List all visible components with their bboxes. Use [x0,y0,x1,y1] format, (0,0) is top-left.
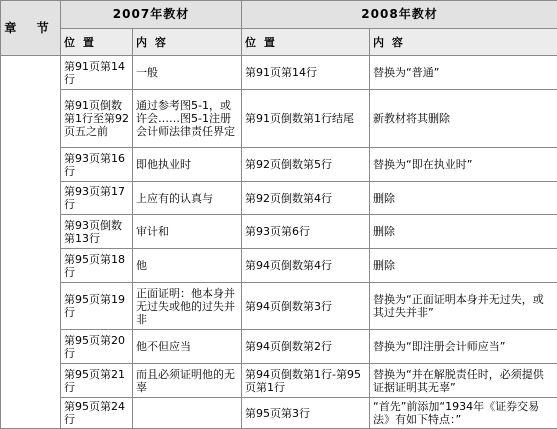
table-row [1,283,557,330]
table-row [1,215,557,249]
content-2008-cell: 替换为“即注册会计师应当” [370,330,557,364]
position-2007-cell: 第95页第19行 [61,283,133,330]
content-2007-cell: 他 [133,249,242,283]
position-2007-cell: 第95页第24行 [61,398,133,429]
position-2008-cell: 第92页倒数第4行 [242,182,370,215]
table-row [1,330,557,364]
content-2007-cell: 他不但应当 [133,330,242,364]
position-2008-cell: 第93页第6行 [242,215,370,249]
position-2007-cell: 第93页第17行 [61,182,133,215]
content-2008-cell: 替换为“并在解脱责任时，必须提供证据证明其无辜” [370,364,557,398]
position-2008-cell: 第95页第3行 [242,398,370,429]
position-2008-cell: 第92页倒数第5行 [242,148,370,182]
position-2007-cell: 第95页第18行 [61,249,133,283]
table-row [1,90,557,148]
position-2007-cell: 第93页倒数第13行 [61,215,133,249]
chapter-cell [1,56,61,429]
content-2008-cell: 替换为“普通” [370,56,557,90]
position-2007-header: 位 置 [61,29,133,56]
content-2007-cell: 一般 [133,56,242,90]
position-2007-cell: 第91页倒数第1行至第92页五之前 [61,90,133,148]
position-2008-cell: 第94页倒数第4行 [242,249,370,283]
position-2008-cell: 第94页倒数第3行 [242,283,370,330]
table-row [1,56,557,90]
content-2008-cell: 替换为“正面证明本身并无过失，或其过失并非” [370,283,557,330]
content-2007-cell: 上应有的认真与 [133,182,242,215]
content-2007-cell: 而且必须证明他的无辜 [133,364,242,398]
header-row-columns [1,29,557,56]
table-row [1,398,557,429]
content-2008-cell: 删除 [370,182,557,215]
position-2008-cell: 第94页倒数第1行-第95页第1行 [242,364,370,398]
edition-2007-header: 2007年教材 [61,1,242,29]
chapter-header: 章 节 [1,1,61,56]
content-2008-cell: 替换为“即在执业时” [370,148,557,182]
position-2008-header: 位 置 [242,29,370,56]
content-2008-cell: 删除 [370,249,557,283]
position-2007-cell: 第95页第21行 [61,364,133,398]
header-row-editions [1,1,557,29]
table-row [1,148,557,182]
position-2007-cell: 第91页第14行 [61,56,133,90]
content-2007-cell: 正面证明：他本身并无过失或他的过失并非 [133,283,242,330]
position-2008-cell: 第94页倒数第2行 [242,330,370,364]
position-2007-cell: 第95页第20行 [61,330,133,364]
content-2007-cell [133,398,242,429]
content-2008-cell: 新教材将其删除 [370,90,557,148]
content-2008-header: 内 容 [370,29,557,56]
content-2007-cell: 审计和 [133,215,242,249]
content-2007-cell: 通过参考图5-1，或许会……图5-1注册会计师法律责任界定 [133,90,242,148]
content-2007-header: 内 容 [133,29,242,56]
table-row [1,364,557,398]
table-row [1,182,557,215]
position-2008-cell: 第91页第14行 [242,56,370,90]
content-2007-cell: 即他执业时 [133,148,242,182]
content-2008-cell: 删除 [370,215,557,249]
table-row [1,249,557,283]
position-2008-cell: 第91页倒数第1行结尾 [242,90,370,148]
edition-2008-header: 2008年教材 [242,1,557,29]
content-2008-cell: “首先”前添加“1934年《证券交易法》有如下特点：” [370,398,557,429]
position-2007-cell: 第93页第16行 [61,148,133,182]
